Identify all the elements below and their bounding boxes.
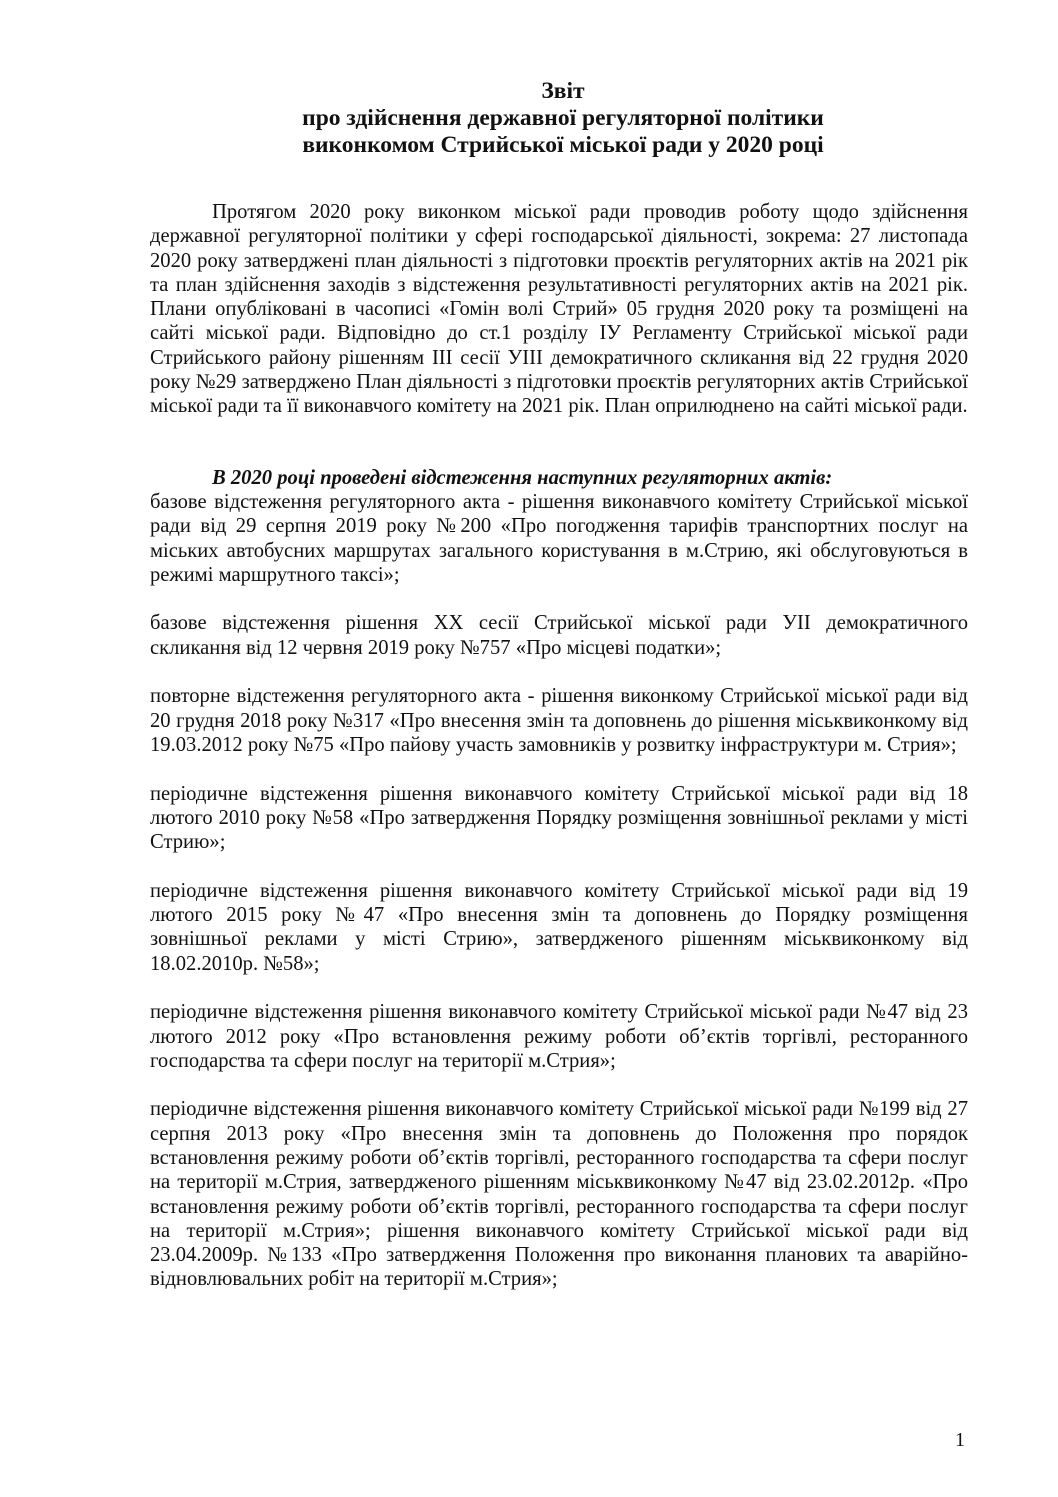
- tracked-acts-list: [150, 490, 968, 1292]
- list-item: періодичне відстеження рішення виконавчого комітету Стрийської міської ради від 18 лютого 2010 року №58 «Про затвердження Порядку розміщення зовнішньої реклами у місті Стрию»;: [150, 782, 968, 854]
- title-line-1: Звіт: [541, 78, 585, 104]
- title-line-3: виконкомом Стрийської міської ради у 2020 році: [302, 132, 824, 158]
- document-title: [158, 78, 968, 159]
- section-heading: В 2020 році проведені відстеження наступних регуляторних актів:: [212, 466, 833, 489]
- list-item: базове відстеження регуляторного акта - рішення виконавчого комітету Стрийської міської ради від 29 серпня 2019 року №200 «Про погодження тарифів транспортних послуг на міських автобусних маршрутах загального користування в м.Стрию, які обслуговуються в режимі маршрутного таксі»;: [150, 490, 968, 586]
- document-page: [150, 78, 968, 1292]
- title-line-2: про здійснення державної регуляторної політики: [302, 105, 824, 131]
- list-item: періодичне відстеження рішення виконавчого комітету Стрийської міської ради №199 від 27 серпня 2013 року «Про внесення змін та доповнень до Положення про порядок встановлення режиму роботи об’єктів торгівлі, ресторанного господарства та сфери послуг на території м.Стрия, затвердженого рішенням міськвиконкому №47 від 23.02.2012р. «Про встановлення режиму роботи об’єктів торгівлі, ресторанного господарства та сфери послуг на території м.Стрия»; рішення виконавчого комітету Стрийської міської ради від 23.04.2009р. №133 «Про затвердження Положення про виконання планових та аварійно-відновлювальних робіт на території м.Стрия»;: [150, 1098, 968, 1291]
- list-item: базове відстеження рішення XX сесії Стрийської міської ради УІІ демократичного скликання від 12 червня 2019 року №757 «Про місцеві податки»;: [150, 612, 968, 659]
- list-item: періодичне відстеження рішення виконавчого комітету Стрийської міської ради №47 від 23 лютого 2012 року «Про встановлення режиму роботи об’єктів торгівлі, ресторанного господарства та сфери послуг на території м.Стрия»;: [150, 1001, 968, 1072]
- intro-paragraph: Протягом 2020 року виконком міської ради проводив роботу щодо здійснення державної регуляторної політики у сфері господарської діяльності, зокрема: 27 листопада 2020 року затверджені план діяльності з підготовки проєктів регуляторних актів на 2021 рік та план здійснення заходів з відстеження результативності регуляторних актів на 2021 рік. Плани опубліковані в часописі «Гомін волі Стрий» 05 грудня 2020 року та розміщені на сайті міської ради. Відповідно до ст.1 розділу ІУ Регламенту Стрийської міської ради Стрийського району рішенням ІІІ сесії УІІІ демократичного скликання від 22 грудня 2020 року №29 затверджено План діяльності з підготовки проєктів регуляторних актів Стрийської міської ради та її виконавчого комітету на 2021 рік. План оприлюднено на сайті міської ради.: [150, 201, 968, 418]
- page-number: 1: [955, 1429, 965, 1451]
- list-item: повторне відстеження регуляторного акта - рішення виконкому Стрийської міської ради від 20 грудня 2018 року №317 «Про внесення змін та доповнень до рішення міськвиконкому від 19.03.2012 року №75 «Про пайову участь замовників у розвитку інфраструктури м. Стрия»;: [150, 685, 968, 756]
- list-item: періодичне відстеження рішення виконавчого комітету Стрийської міської ради від 19 лютого 2015 року №47 «Про внесення змін та доповнень до Порядку розміщення зовнішньої реклами у місті Стрию», затвердженого рішенням міськвиконкому від 18.02.2010р. №58»;: [150, 879, 968, 975]
